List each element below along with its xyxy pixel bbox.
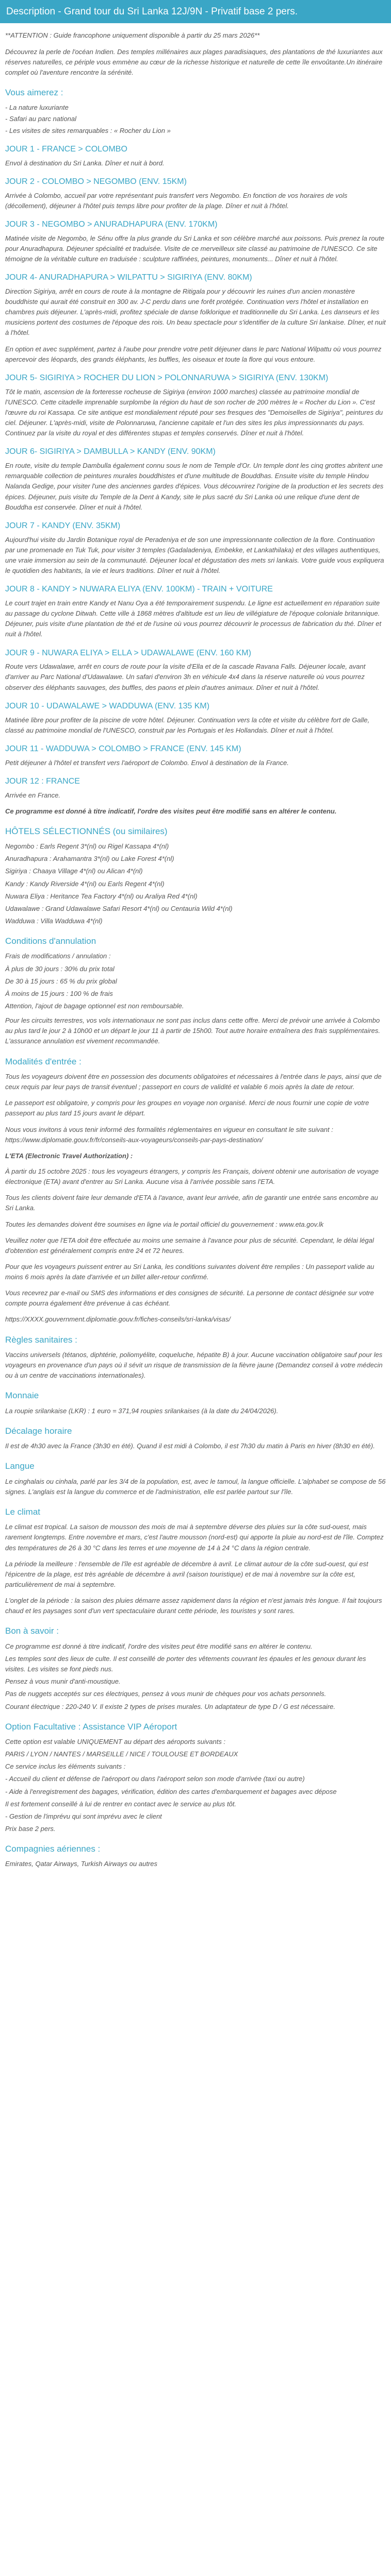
option-item: PARIS / LYON / NANTES / MARSEILLE / NICE / TOULOUSE ET BORDEAUX [5,1750,238,1758]
hotel-item: Udawalawe : Grand Udawalawe Safari Resort 4*(nl) ou Centauria Wild 4*(nl) [5,904,233,912]
hotel-item: Wadduwa : Villa Wadduwa 4*(nl) [5,917,103,925]
day-title: JOUR 7 - KANDY (ENV. 35KM) [5,521,121,530]
timezone-title: Décalage horaire [5,1426,72,1436]
eta-text: À partir du 15 octobre 2025 : tous les voyageurs étrangers, y compris les Français, doivent obtenir une autorisation de voyage électronique (ETA) avant d'entrer au Sri Lanka. Aucune visa à l'arrivée possible sans l'ETA. [5,1167,379,1186]
eta-title: L'ETA (Electronic Travel Authorization) : [5,1151,133,1160]
advice-item: Les temples sont des lieux de culte. Il est conseillé de porter des vêtements couvrant les épaules et les genoux durant les visites. Les visites se font pieds nus. [5,1654,366,1673]
hotel-item: Anuradhapura : Arahamantra 3*(nl) ou Lake Forest 4*(nl) [5,855,174,863]
condition-item: De 30 à 15 jours : 65 % du prix global [5,977,117,985]
content [0,30,391,1869]
option-item: Prix base 2 pers. [5,1824,56,1833]
hotel-item: Kandy : Kandy Riverside 4*(nl) ou Earls Regent 4*(nl) [5,879,165,888]
day-title: JOUR 12 : FRANCE [5,776,80,786]
eta-text: Vous recevrez par e-mail ou SMS des informations et des consignes de sécurité. La personne de contact désignée sur votre compte pourra également être prévenue à cas échéant. [5,1289,374,1308]
day-text: Arrivée à Colombo, accueil par votre représentant puis transfert vers Negombo. En fonction de vos horaires de vols (décollement), déjeuner à l'hôtel puis temps libre pour profiter de la plage. Dîner et nuit à l'hôtel. [5,191,348,210]
option-title: Option Facultative : Assistance VIP Aéroport [5,1721,177,1732]
modality-text: Tous les voyageurs doivent être en possession des documents obligatoires et nécessaires à l'entrée dans le pays, ainsi que de ceux requis par leur pays de transit éventuel ; passeport en cours de validité et valable 6 mois après la date de retour. [5,1072,382,1091]
day-text: Envol à destination du Sri Lanka. Dîner et nuit à bord. [5,159,165,167]
highlights-list [5,103,386,135]
conditions-note: Pour les circuits terrestres, vos vols internationaux ne sont pas inclus dans cette offre. Merci de prévoir une arrivée à Colombo au plus tard le jour 2 à 10h00 et un départ le jour 11 à partir de 15h00. Tout autre horaire entraînera des frais supplémentaires. L'assurance annulation est vivement recommandée. [5,1016,381,1045]
highlight-item: - Safari au parc national [5,115,77,123]
hotels-title: HÔTELS SÉLECTIONNÉS (ou similaires) [5,826,168,836]
day-title: JOUR 2 - COLOMBO > NEGOMBO (ENV. 15KM) [5,177,187,186]
climate-title: Le climat [5,1506,41,1517]
hotel-item: Negombo : Earls Regent 3*(nl) ou Rigel Kassapa 4*(nl) [5,842,169,851]
eta-text: Pour que les voyageurs puissent entrer au Sri Lanka, les conditions suivantes doivent être remplies : Un passeport valide au moins 6 mois après la date d'arrivée et un billet aller-retour confirmé. [5,1262,374,1281]
day-option-text: En option et avec supplément, partez à l'aube pour prendre votre petit déjeuner dans le parc National Wilpattu où vous pourrez apercevoir des léopards, des grands éléphants, les buffles, les oiseaux et toute la flore qui vous entoure. [5,345,382,363]
day-title: JOUR 1 - FRANCE > COLOMBO [5,144,127,154]
day-title: JOUR 10 - UDAWALAWE > WADDUWA (ENV. 135 KM) [5,701,210,710]
day-title: JOUR 4- ANURADHAPURA > WILPATTU > SIGIRIYA (ENV. 80KM) [5,273,252,282]
page-title: Description - Grand tour du Sri Lanka 12J/9N - Privatif base 2 pers. [0,0,391,23]
hotel-item: Nuwara Eliya : Heritance Tea Factory 4*(nl) ou Araliya Red 4*(nl) [5,892,198,900]
advice-item: Courant électrique : 220-240 V. Il existe 2 types de prises murales. Un adaptateur de type D / G est nécessaire. [5,1702,335,1710]
eta-link[interactable]: https://XXXX.gouvernment.diplomatie.gouv.fr/fiches-conseils/sri-lanka/visas/ [5,1315,231,1324]
condition-item: À moins de 15 jours : 100 % de frais [5,989,113,997]
day-text: Route vers Udawalawe, arrêt en cours de route pour la visite d'Ella et de la cascade Ravana Falls. Déjeuner locale, avant d'arriver au Parc National d'Udawalawe. Un safari d'environ 3h en véhicule 4x4 dans la réserve naturelle où vous pourrez observer des éléphants sauvages, des buffles, des paons et plein d'autres animaux. Dîner et nuit à l'hôtel. [5,663,366,691]
conditions-list [5,951,386,1011]
programme-note: Ce programme est donné à titre indicatif, l'ordre des visites peut être modifié sans en altérer le contenu. [5,807,337,815]
currency-title: Monnaie [5,1391,39,1401]
condition-item: À plus de 30 jours : 30% du prix total [5,964,115,973]
climate-text: Le climat est tropical. La saison de mousson des mois de mai à septembre déverse des pluies sur la côte sud-ouest, mais rarement longtemps. Entre novembre et mars, c'est l'autre mousson (nord-est) qui apporte la pluie au nord-est de l'île. Comptez des températures de 26 à 30 °C dans les terres et une moyenne de 14 à 24 °C dans la région centrale. [5,1523,384,1552]
option-item: Il est fortement conseillé à lui de rentrer en contact avec le service au plus tôt. [5,1800,237,1808]
hotel-item: Sigiriya : Chaaya Village 4*(nl) ou Alican 4*(nl) [5,867,143,875]
intro-warning: **ATTENTION : Guide francophone uniquement disponible à partir du 25 mars 2026** [5,31,260,40]
modalities-title: Modalités d'entrée : [5,1056,82,1066]
day-text: Petit déjeuner à l'hôtel et transfert vers l'aéroport de Colombo. Envol à destination de la France. [5,758,289,767]
eta-text: Veuillez noter que l'ETA doit être effectuée au moins une semaine à l'avance pour plus de sécurité. Cependant, le délai légal d'obtention est généralement compris entre 24 et 72 heures. [5,1236,374,1255]
day-text: Tôt le matin, ascension de la forteresse rocheuse de Sigiriya (environ 1000 marches) classée au patrimoine mondial de l'UNESCO. Cette citadelle imprenable surplombe la région du haut de son rocher de 200 mètres le « Rocher du Lion ». C'est l'œuvre du roi Kassapa. Ce site antique est mondialement réputé pour ses fresques des "Demoiselles de Sigiriya", peintures du ciel. Déjeuner. L'après-midi, visite de Polonnaruwa, l'ancienne capitale et l'un des sites les plus impressionnants du pays. Continuez par la visite du royal et des différentes stupas et temples conservés. Dîner et nuit à l'hôtel. [5,387,383,437]
day-text: En route, visite du temple Dambulla également connu sous le nom de Temple d'Or. Un temple dont les cinq grottes abritent une remarquable collection de peintures murales bouddhistes et d'une multitude de Bouddhas. Ensuite visite du temple Hindou Nalanda Gedige, pour visiter l'une des anciennes gardes d'épices. Vous découvrirez l'origine de la production et les secrets des épices. Déjeuner, puis visite du Temple de la Dent à Kandy, site le plus sacré du Sri Lanka où une relique d'une dent de Bouddha est conservée. Dîner et nuit à l'hôtel. [5,462,384,511]
highlights-title: Vous aimerez : [5,88,63,97]
modality-text: Le passeport est obligatoire, y compris pour les groupes en voyage non organisé. Merci de nous fournir une copie de votre passeport au plus tard 15 jours avant le départ. [5,1099,369,1117]
health-title: Règles sanitaires : [5,1334,77,1345]
advice-item: Pas de nuggets acceptés sur ces électriques, pensez à vous munir de chèques pour vos achats personnels. [5,1690,327,1698]
modality-text: Nous vous invitons à vous tenir informé des formalités réglementaires en vigueur en consultant le site suivant : https://www.diplomatie.gouv.fr/fr/conseils-aux-voyageurs/conseils-par-pays-destination/ [5,1125,333,1144]
day-text: Direction Sigiriya, arrêt en cours de route à la montagne de Ritigala pour y découvrir les ruines d'un ancien monastère bouddhiste qui aurait été construit en 300 av. J-C perdu dans une forêt protégée. Continuation vers l'hôtel et installation en chambres puis déjeuner. L'après-midi, profitez spéciale de danse folklorique et traditionnelle du Sri Lanka. Les danseurs et les musiciens portent des costumes de l'époque des rois. Un beau spectacle pour s'identifier de la culture Sri lankaise. Dîner, et nuit à l'hôtel. [5,287,386,337]
day-text: Le court trajet en train entre Kandy et Nanu Oya a été temporairement suspendu. Le ligne est actuellement en réparation suite au passage du cyclone Ditwah. Cette ville à 1868 mètres d'altitude est un lieu de villégiature de l'époque coloniale britannique. Déjeuner, puis visite d'une plantation de thé et de l'usine où vous pourrez découvrir le processus de fabrication du thé. Dîner et nuit à l'hôtel. [5,599,382,638]
day-text: Matinée visite de Negombo, le Sénu offre la plus grande du Sri Lanka et son célèbre marché aux poissons. Puis prenez la route pour Anuradhapura. Déjeuner spécialité et traduisée. Visite de ce merveilleux site classé au patrimoine de l'UNESCO. Ce site témoigne de la véritable culture en traduisée : sculpture raffinées, peintures, monuments... Dîner et nuit à l'hôtel. [5,234,384,263]
climate-text: L'onglet de la période : la saison des pluies démarre assez rapidement dans la région et n'est jamais très longue. Il fait toujours chaud et les paysages sont d'un vert spectaculaire durant cette période, les touristes y sont rares. [5,1597,382,1615]
eta-text: Tous les clients doivent faire leur demande d'ETA à l'avance, avant leur arrivée, afin de garantir une entrée sans encombre au Sri Lanka. [5,1194,378,1212]
option-item: Ce service inclus les éléments suivants : [5,1762,126,1771]
advice-title: Bon à savoir : [5,1626,59,1636]
option-item: - Aide à l'enregistrement des bagages, vérification, édition des cartes d'embarquement et bagages avec dépose [5,1787,337,1795]
intro-text: Découvrez la perle de l'océan Indien. Des temples millénaires aux plages paradisiaques, des plantations de thé luxuriantes aux réserves naturelles, ce périple vous emmène au cœur de la richesse historique et naturelle de cette île envoûtante.Un itinéraire complet où l'aventure rencontre la sérénité. [5,47,383,76]
currency-text: La roupie srilankaise (LKR) : 1 euro = 371,94 roupies srilankaises (à la date du 24/04/2026). [5,1406,279,1415]
condition-item: Frais de modifications / annulation : [5,952,111,960]
airlines-title: Compagnies aériennes : [5,1844,101,1854]
option-item: - Gestion de l'imprévu qui sont imprévu avec le client [5,1812,162,1820]
highlight-item: - Les visites de sites remarquables : « Rocher du Lion » [5,126,171,134]
day-text: Matinée libre pour profiter de la piscine de votre hôtel. Déjeuner. Continuation vers la côte et visite du célèbre fort de Galle, classé au patrimoine mondial de l'UNESCO, construit par les Portugais et les Hollandais. Dîner et nuit à l'hôtel. [5,716,370,734]
day-title: JOUR 9 - NUWARA ELIYA > ELLA > UDAWALAWE (ENV. 160 KM) [5,648,251,657]
option-item: - Accueil du client et défense de l'aéroport ou dans l'aéroport selon son mode d'arrivée (taxi ou autre) [5,1775,305,1783]
conditions-title: Conditions d'annulation [5,936,96,946]
health-text: Vaccins universels (tétanos, diphtérie, poliomyélite, coqueluche, hépatite B) à jour. Aucune vaccination obligatoire sauf pour les voyageurs en provenance d'un pays où il sévit un risque de transmission de la fièvre jaune (Demandez conseil à votre médecin ou à un centre de vaccinations internationales). [5,1350,383,1380]
day-text: Arrivée en France. [5,791,60,799]
intro [5,30,386,78]
day-text: Aujourd'hui visite du Jardin Botanique royal de Peradeniya et de son une impressionnante collection de la flore. Continuation par une promenade en Tuk Tuk, pour visiter 3 temples (Gadaladeniya, Embekke, et Lankathilaka) et des villages authentiques, une vraie immersion au sein de la communauté. Déjeuner local et dégustation des mets sri lankais. Votre guide vous expliquera le quotidien des habitants, la vie et leurs traditions. Dîner et nuit à l'hôtel. [5,535,384,574]
day-title: JOUR 5- SIGIRIYA > ROCHER DU LION > POLONNARUWA > SIGIRIYA (ENV. 130KM) [5,373,329,382]
option-item: Cette option est valable UNIQUEMENT au départ des aéroports suivants : [5,1737,226,1745]
advice-item: Pensez à vous munir d'anti-moustique. [5,1677,121,1686]
condition-item: Attention, l'ajout de bagage optionnel est non remboursable. [5,1002,184,1010]
day-title: JOUR 3 - NEGOMBO > ANURADHAPURA (ENV. 170KM) [5,219,218,229]
language-text: Le cinghalais ou cinhala, parlé par les 3/4 de la population, est, avec le tamoul, la langue officielle. L'alphabet se compose de 56 signes. L'anglais est la langue du commerce et de l'administration, elle est parlée partout sur l'île. [5,1477,386,1496]
advice-item: Ce programme est donné à titre indicatif, l'ordre des visites peut être modifié sans en altérer le contenu. [5,1642,313,1650]
climate-text: La période la meilleure : l'ensemble de l'île est agréable de décembre à avril. Le climat autour de la côte sud-ouest, qui est l'épicentre de la plage, est très agréable de décembre à avril (saison touristique) et de mai à novembre sur la côte est, particulièrement de mai à septembre. [5,1560,368,1589]
airlines-text: Emirates, Qatar Airways, Turkish Airways ou autres [5,1860,157,1868]
day-title: JOUR 8 - KANDY > NUWARA ELIYA (ENV. 100KM) - TRAIN + VOITURE [5,585,273,594]
itinerary [5,143,386,801]
hotels-list [5,841,386,926]
day-title: JOUR 11 - WADDUWA > COLOMBO > FRANCE (ENV. 145 KM) [5,744,241,753]
language-title: Langue [5,1461,35,1471]
highlight-item: - La nature luxuriante [5,104,69,112]
timezone-text: Il est de 4h30 avec la France (3h30 en été). Quand il est midi à Colombo, il est 7h30 du matin à Paris en hiver (8h30 en été). [5,1442,375,1450]
eta-text: Toutes les demandes doivent être soumises en ligne via le portail officiel du gouvernement : www.eta.gov.lk [5,1220,324,1228]
day-title: JOUR 6- SIGIRIYA > DAMBULLA > KANDY (ENV. 90KM) [5,447,216,456]
